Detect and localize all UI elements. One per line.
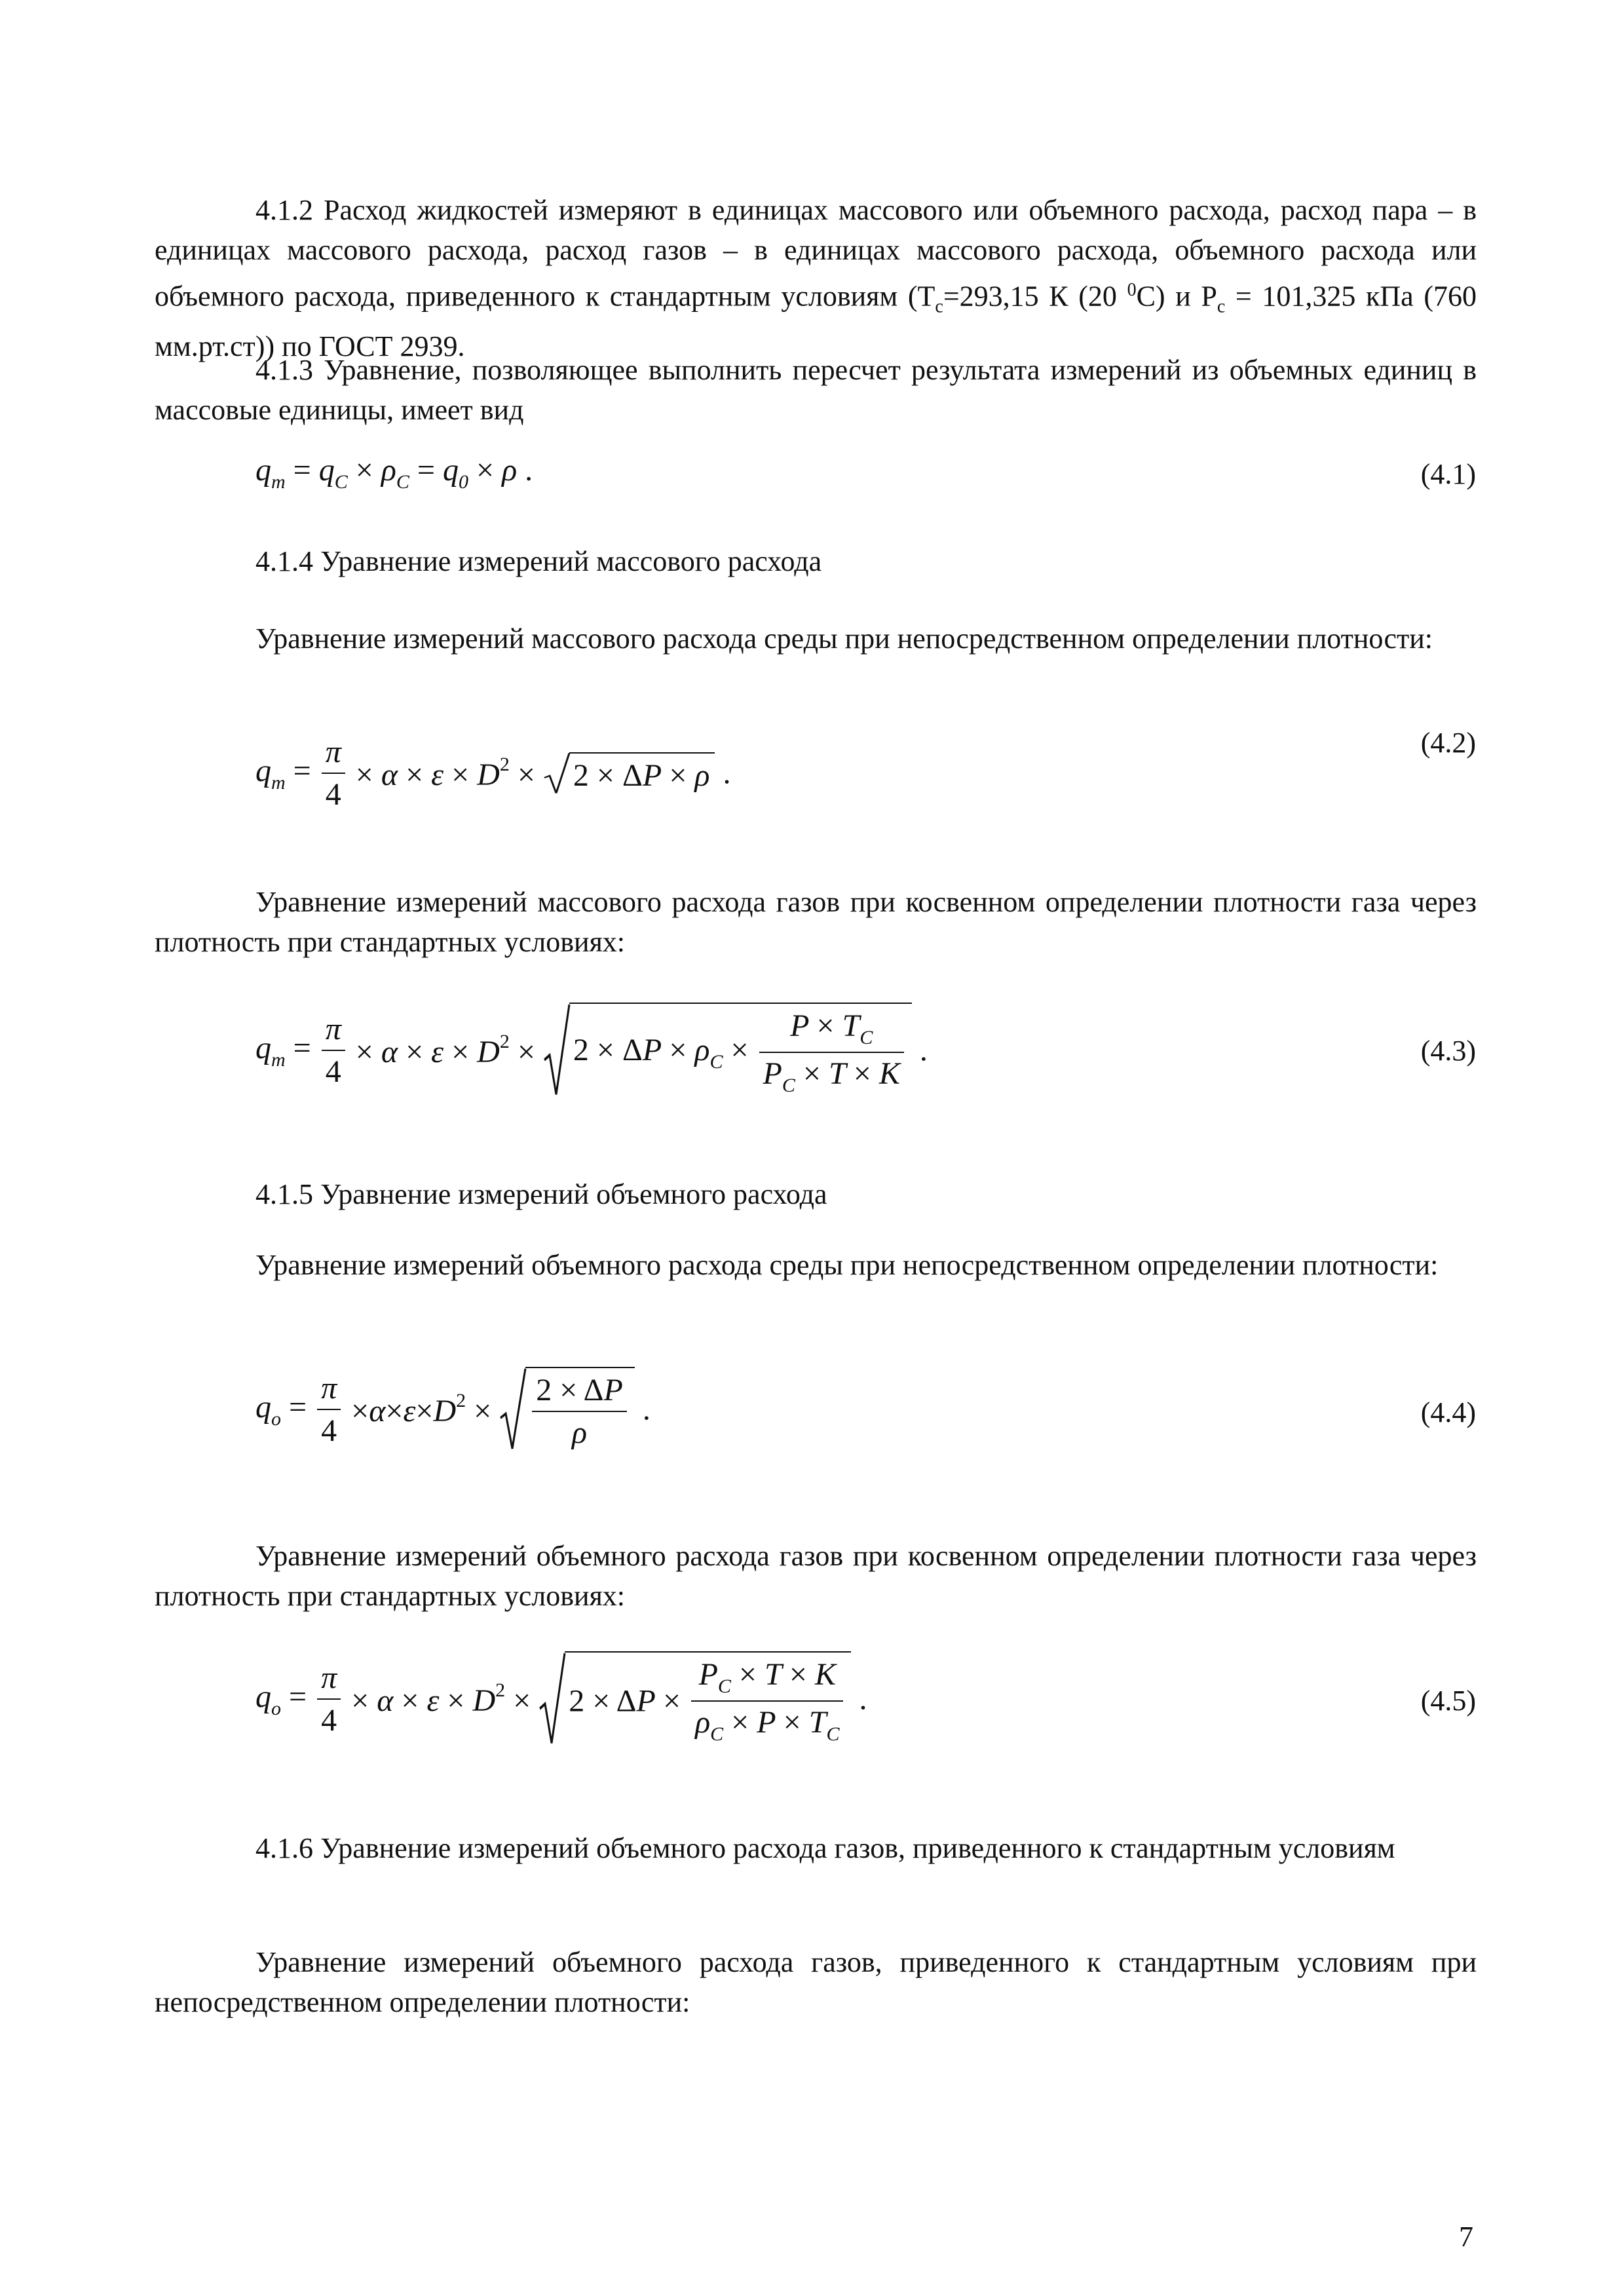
paragraph-4-1-4b: Уравнение измерений массового расхода газов при косвенном определении плотности газа через плотность при стандартных условиях: — [155, 886, 1477, 958]
equation-4-1: $q_m = q_C \times \rho_C = q_0 \times \rho$ . — [255, 453, 533, 493]
p412-sup-0: 0 — [1127, 280, 1137, 300]
paragraph-4-1-5b: Уравнение измерений объемного расхода газов при косвенном определении плотности газа через плотность при стандартных условиях: — [155, 1540, 1477, 1612]
paragraph-4-1-3: 4.1.3 Уравнение, позволяющее выполнить пересчет результата измерений из объемных единиц в массовые единицы, имеет вид — [155, 354, 1477, 426]
equation-4-5: $q_o$ = $\frac{\pi}{4}$ × $\alpha \times \varepsilon \times D^2$ × 2 × ΔP × $\frac{P_C \times T \times K}{\rho_C \times P \times T_C}$ . — [255, 1651, 867, 1747]
p412-mid-text: =293,15 К (20 — [943, 280, 1127, 313]
equation-4-3: $q_m$ = $\frac{\pi}{4}$ × $\alpha \times \varepsilon \times D^2$ × $2 \times \Delta P \times \rho_C$ × $\frac{P \times T_C}{P_C \times T \times K}$ . — [255, 1003, 928, 1098]
equation-number-4-1: (4.1) — [1420, 458, 1476, 490]
equation-number-4-3: (4.3) — [1420, 1035, 1476, 1067]
p412-sub-c2: с — [1217, 296, 1226, 317]
equation-number-4-5: (4.5) — [1420, 1685, 1476, 1717]
heading-4-1-4: 4.1.4 Уравнение измерений массового расхода — [255, 545, 822, 577]
p412-mid2-text: С) и Р — [1136, 280, 1217, 313]
p412-text: 4.1.2 Расход жидкостей измеряют в единицах массового или объемного расхода, расход пара – в единицах массового расхода, расход газов – в единицах массового расхода, объемного расхода или объемного расхода, приведенного к стандартным условиям (T — [155, 194, 1477, 313]
equation-number-4-4: (4.4) — [1420, 1396, 1476, 1428]
equation-4-4: $q_o$ = $\frac{\pi}{4}$ $\times\alpha\times\varepsilon\times D^2$ × $\frac{2 \times \Delta P}{\rho}$ . — [255, 1367, 651, 1452]
equation-number-4-2: (4.2) — [1420, 727, 1476, 759]
p412-sub-c: c — [935, 296, 943, 317]
equation-4-2: $q_m$ = $\frac{\pi}{4}$ × $\alpha \times \varepsilon \times D^2$ × 2 × ΔP × ρ . — [255, 735, 731, 812]
paragraph-4-1-6: 4.1.6 Уравнение измерений объемного расхода газов, приведенного к стандартным условиям — [255, 1832, 1395, 1864]
paragraph-4-1-5a: Уравнение измерений объемного расхода среды при непосредственном определении плотности: — [255, 1249, 1439, 1281]
paragraph-4-1-6a: Уравнение измерений объемного расхода газов, приведенного к стандартным условиям при непосредственном определении плотности: — [155, 1946, 1477, 2018]
heading-4-1-5: 4.1.5 Уравнение измерений объемного расхода — [255, 1178, 827, 1210]
page-number: 7 — [1459, 2221, 1473, 2253]
paragraph-4-1-2 — [155, 190, 1477, 366]
paragraph-4-1-4a: Уравнение измерений массового расхода среды при непосредственном определении плотности: — [255, 622, 1433, 655]
p412-end-text: = 101,325 кПа (760 мм.рт.ст)) по ГОСТ 2939. — [155, 280, 1477, 363]
